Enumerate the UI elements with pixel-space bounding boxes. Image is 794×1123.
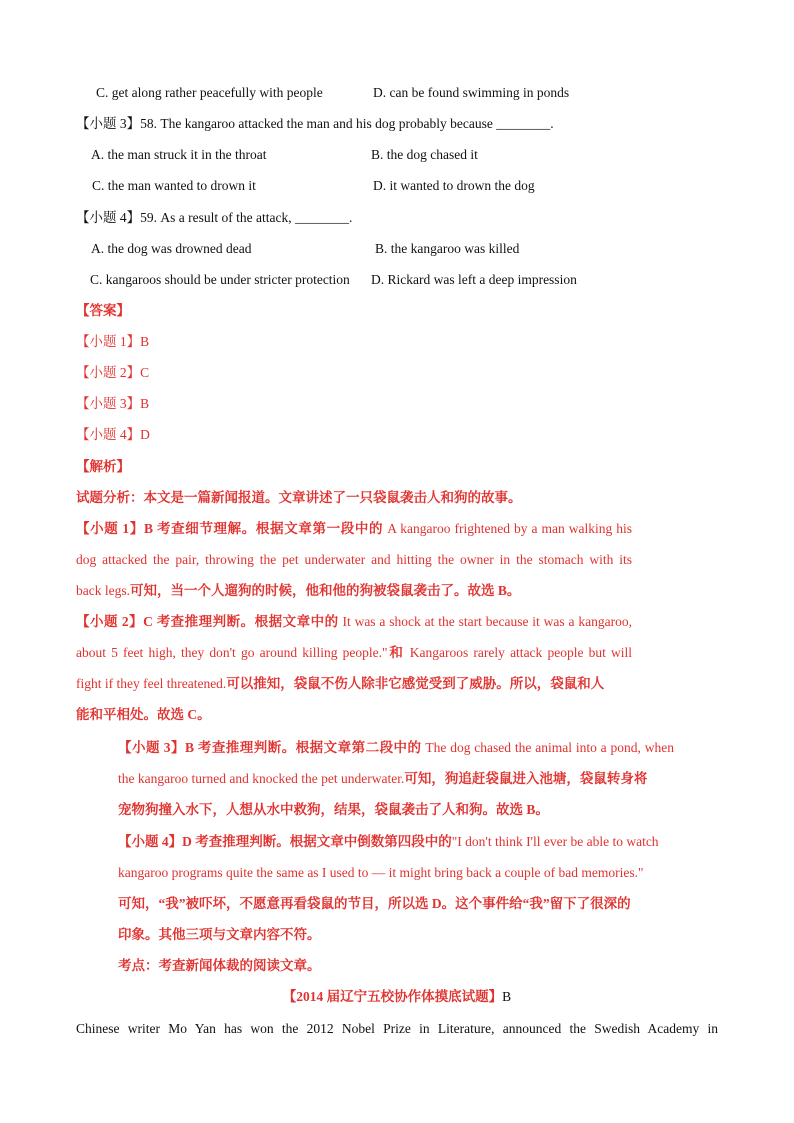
- next-section-label: B: [502, 989, 512, 1004]
- analysis-q2-line-4: [76, 705, 211, 725]
- analysis-q4-cn-1: 【小题 4】D 考查推理判断。根据文章中倒数第四段中的: [118, 834, 452, 849]
- analysis-q2-en-2: about 5 feet high, they don't go around killing people.": [76, 645, 388, 660]
- q4-option-c: C. kangaroos should be under stricter protection: [90, 272, 350, 287]
- analysis-q1-line-1: [76, 519, 632, 539]
- analysis-q1-line-2: [76, 550, 632, 570]
- analysis-q3-cn-1: 【小题 3】B 考查推理判断。根据文章第二段中的: [118, 740, 426, 755]
- q2-option-d: D. can be found swimming in ponds: [373, 85, 570, 100]
- analysis-q2-en-1: It was a shock at the start because it was a kangaroo,: [342, 614, 633, 629]
- analysis-q1-en-1: A kangaroo frightened by a man walking his: [387, 521, 632, 536]
- next-section-source: 【2014 届辽宁五校协作体摸底试题】: [282, 989, 503, 1004]
- analysis-q4-en-1: "I don't think I'll ever be able to watch: [451, 834, 659, 849]
- analysis-q3-line-1: [118, 738, 674, 758]
- analysis-q2-en-3: fight if they feel threatened.: [76, 676, 227, 691]
- analysis-q2-line-2: [76, 643, 632, 663]
- kaodian-note: 考点：考查新闻体裁的阅读文章。: [118, 958, 321, 973]
- analysis-q1-en-2: dog attacked the pair, throwing the pet underwater and hitting the owner in the stomach with its: [76, 552, 632, 567]
- analysis-q4-en-2: kangaroo programs quite the same as I used to — it might bring back a couple of bad memories.": [118, 865, 644, 880]
- q2-option-c: C. get along rather peacefully with people: [96, 85, 323, 100]
- analysis-q2-line-3: [76, 674, 604, 694]
- next-section-title: [0, 987, 794, 1007]
- passage-first-line-text: Chinese writer Mo Yan has won the 2012 Nobel Prize in Literature, announced the Swedish Academy in: [76, 1021, 718, 1036]
- analysis-q1-line-3: [76, 581, 520, 601]
- answer-item-4: 【小题 4】D: [76, 427, 150, 442]
- q3-option-b: B. the dog chased it: [371, 147, 478, 162]
- analysis-q2-cn-3: 可以推知，袋鼠不伤人除非它感觉受到了威胁。所以，袋鼠和人: [226, 676, 605, 691]
- analysis-q4-line-4: [118, 925, 321, 945]
- analysis-summary: 试题分析：本文是一篇新闻报道。文章讲述了一只袋鼠袭击人和狗的故事。: [76, 490, 522, 505]
- analysis-q4-line-1: [118, 832, 659, 852]
- analysis-q2-cn-2: 和: [387, 645, 410, 660]
- analysis-q3-en-2: the kangaroo turned and knocked the pet underwater.: [118, 771, 405, 786]
- q4-option-b: B. the kangaroo was killed: [375, 241, 520, 256]
- analysis-q4-line-2: [118, 863, 644, 883]
- q4-option-a: A. the dog was drowned dead: [91, 241, 252, 256]
- passage-first-line: [76, 1019, 718, 1039]
- analysis-heading: 【解析】: [76, 459, 130, 474]
- analysis-q4-cn-4: 印象。其他三项与文章内容不符。: [118, 927, 321, 942]
- answer-item-2: 【小题 2】C: [76, 365, 150, 380]
- analysis-q3-en-1: The dog chased the animal into a pond, when: [425, 740, 674, 755]
- analysis-q2-cn-4: 能和平相处。故选 C。: [76, 707, 211, 722]
- analysis-q3-cn-2: 可知，狗追赶袋鼠进入池塘，袋鼠转身将: [404, 771, 648, 786]
- analysis-q4-line-3: [118, 894, 631, 914]
- analysis-q2-cn-1: 【小题 2】C 考查推理判断。根据文章中的: [76, 614, 343, 629]
- analysis-q2-line-1: [76, 612, 632, 632]
- q3-option-c: C. the man wanted to drown it: [92, 178, 256, 193]
- q3-stem: 【小题 3】58. The kangaroo attacked the man and his dog probably because ________.: [76, 116, 554, 131]
- q3-option-a: A. the man struck it in the throat: [91, 147, 267, 162]
- q3-option-d: D. it wanted to drown the dog: [373, 178, 535, 193]
- answer-heading: 【答案】: [76, 303, 130, 318]
- analysis-q1-cn-3: 可知，当一个人遛狗的时候，他和他的狗被袋鼠袭击了。故选 B。: [129, 583, 521, 598]
- answer-item-3: 【小题 3】B: [76, 396, 150, 411]
- analysis-q3-line-2: [118, 769, 647, 789]
- analysis-q1-en-3: back legs.: [76, 583, 130, 598]
- answer-item-1: 【小题 1】B: [76, 334, 150, 349]
- analysis-q3-line-3: [118, 800, 549, 820]
- q4-option-d: D. Rickard was left a deep impression: [371, 272, 577, 287]
- analysis-q1-cn-1: 【小题 1】B 考查细节理解。根据文章第一段中的: [76, 521, 388, 536]
- q4-stem: 【小题 4】59. As a result of the attack, ________.: [76, 210, 353, 225]
- analysis-q3-cn-3: 宠物狗撞入水下，人想从水中救狗，结果，袋鼠袭击了人和狗。故选 B。: [118, 802, 549, 817]
- analysis-q4-cn-3: 可知，“我”被吓坏，不愿意再看袋鼠的节目，所以选 D。这个事件给“我”留下了很深的: [118, 896, 631, 911]
- analysis-q2-en-2b: Kangaroos rarely attack people but will: [409, 645, 633, 660]
